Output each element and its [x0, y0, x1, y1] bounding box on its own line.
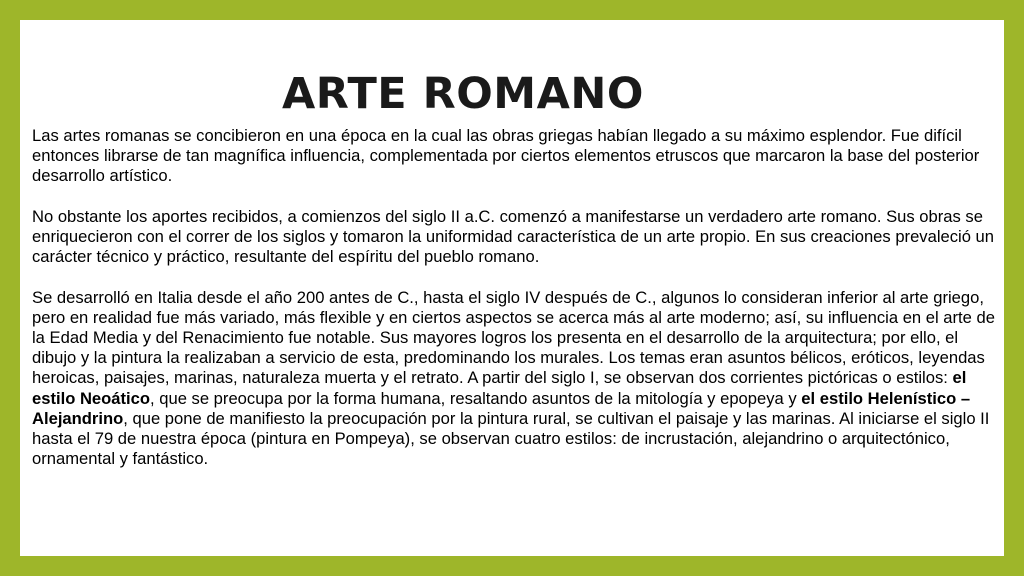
paragraph-text: , que pone de manifiesto la preocupación por la pintura rural, se cultivan el paisaje y las marinas. Al iniciarse el siglo II hasta el 79 de nuestra época (pintura en Pompeya), se observan cuatro estilos: de incrustación, alejandrino o arquitectónico, ornamental y fantástico.: [32, 408, 990, 469]
paragraph: [32, 288, 1000, 470]
bold-term-helenistico: el estilo Helenístico – Alejandrino: [32, 388, 971, 428]
paragraph: [32, 207, 1000, 268]
slide-body: [32, 126, 1000, 469]
slide: [20, 20, 1004, 556]
paragraph-text: No obstante los aportes recibidos, a comienzos del siglo II a.C. comenzó a manifestarse un verdadero arte romano. Sus obras se enriquecieron con el correr de los siglos y tomaron la uniformidad característica de un arte propio. En sus creaciones prevaleció un carácter técnico y práctico, resultante del espíritu del pueblo romano.: [32, 206, 995, 267]
paragraph-text: , que se preocupa por la forma humana, resaltando asuntos de la mitología y epopeya y: [150, 388, 802, 408]
slide-title: ARTE ROMANO: [282, 69, 644, 119]
bold-term-neoatico: el estilo Neoático: [32, 368, 967, 408]
paragraph: [32, 126, 1000, 187]
paragraph-text: Se desarrolló en Italia desde el año 200 antes de C., hasta el siglo IV después de C., algunos lo consideran inferior al arte griego, pero en realidad fue más variado, más flexible y en ciertos aspectos se acerca más al arte moderno; así, su influencia en el arte de la Edad Media y del Renacimiento fue notable. Sus mayores logros los presenta en el desarrollo de la arquitectura; por ello, el dibujo y la pintura la realizaban a servicio de esta, predominando los murales. Los temas eran asuntos bélicos, eróticos, leyendas heroicas, paisajes, marinas, naturaleza muerta y el retrato. A partir del siglo I, se observan dos corrientes pictóricas o estilos:: [32, 287, 995, 388]
paragraph-text: Las artes romanas se concibieron en una época en la cual las obras griegas habían llegado a su máximo esplendor. Fue difícil entonces librarse de tan magnífica influencia, complementada por ciertos elementos etruscos que marcaron la base del posterior desarrollo artístico.: [32, 126, 980, 186]
